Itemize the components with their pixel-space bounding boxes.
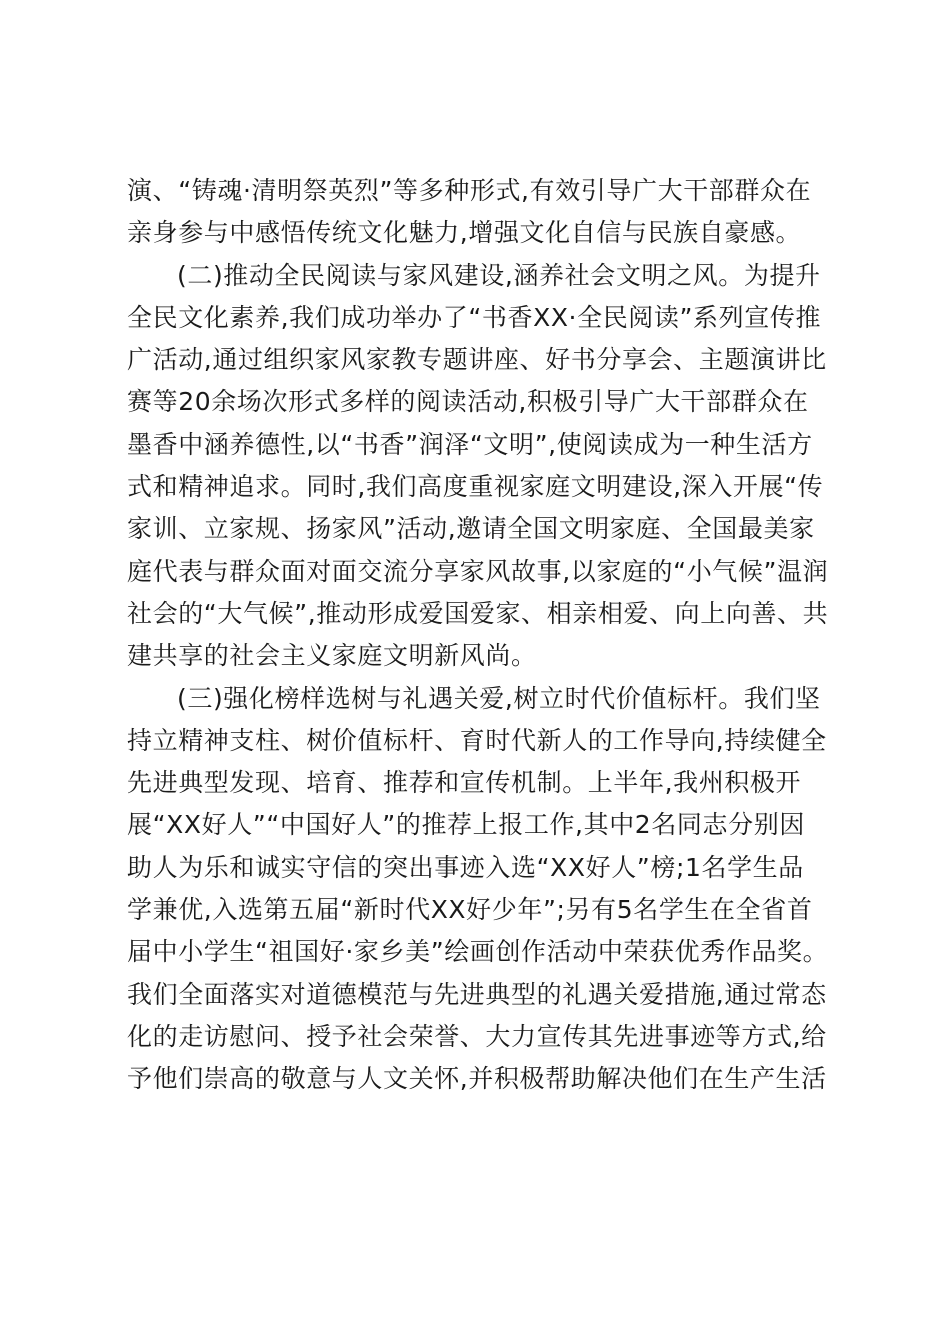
text-line: 我们全面落实对道德模范与先进典型的礼遇关爱措施,通过常态: [127, 979, 827, 1009]
text-line: 演、“铸魂·清明祭英烈”等多种形式,有效引导广大干部群众在: [127, 176, 812, 205]
text-line: 式和精神追求。同时,我们高度重视家庭文明建设,深入开展“传: [127, 472, 824, 502]
text-line: 家训、立家规、扬家风”活动,邀请全国文明家庭、全国最美家: [127, 514, 815, 544]
text-line: 先进典型发现、培育、推荐和宣传机制。上半年,我州积极开: [127, 768, 802, 798]
body-text: [127, 170, 827, 1101]
text-line: 全民文化素养,我们成功举办了“书香XX·全民阅读”系列宣传推: [127, 302, 822, 332]
text-line: 化的走访慰问、授予社会荣誉、大力宣传其先进事迹等方式,给: [127, 1021, 827, 1051]
text-line: 庭代表与群众面对面交流分享家风故事,以家庭的“小气候”温润: [127, 556, 829, 586]
text-line: 社会的“大气候”,推动形成爱国爱家、相亲相爱、向上向善、共: [127, 598, 829, 628]
text-line: 持立精神支柱、树价值标杆、育时代新人的工作导向,持续健全: [127, 725, 827, 755]
section-heading-line: (二)推动全民阅读与家风建设,涵养社会文明之风。为提升: [177, 260, 821, 290]
text-line: 墨香中涵养德性,以“书香”润泽“文明”,使阅读成为一种生活方: [127, 429, 813, 459]
text-line: 届中小学生“祖国好·家乡美”绘画创作活动中荣获优秀作品奖。: [127, 937, 829, 967]
text-line: 亲身参与中感悟传统文化魅力,增强文化自信与民族自豪感。: [127, 218, 802, 248]
section-heading-line: (三)强化榜样选树与礼遇关爱,树立时代价值标杆。我们坚: [177, 683, 821, 713]
text-line: 建共享的社会主义家庭文明新风尚。: [127, 641, 537, 671]
text-line: 学兼优,入选第五届“新时代XX好少年”;另有5名学生在全省首: [127, 895, 813, 925]
text-line: 展“XX好人”“中国好人”的推荐上报工作,其中2名同志分别因: [127, 810, 805, 840]
text-line: 予他们崇高的敬意与人文关怀,并积极帮助解决他们在生产生活: [127, 1064, 827, 1094]
text-line: 广活动,通过组织家风家教专题讲座、好书分享会、主题演讲比: [127, 345, 827, 375]
text-line: 赛等20余场次形式多样的阅读活动,积极引导广大干部群众在: [127, 387, 809, 417]
text-line: 助人为乐和诚实守信的突出事迹入选“XX好人”榜;1名学生品: [127, 852, 804, 882]
